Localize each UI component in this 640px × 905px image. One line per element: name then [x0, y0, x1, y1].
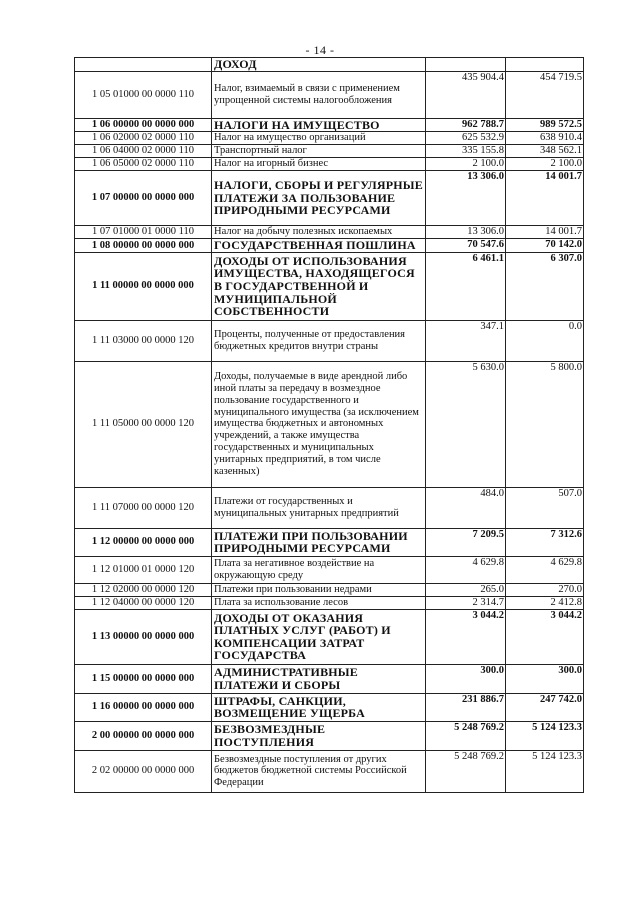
table-row	[75, 556, 584, 583]
item-name-cell: Плата за использование лесов	[212, 596, 426, 609]
item-name-cell: Проценты, полученные от предоставления бюджетных кредитов внутри страны	[212, 320, 426, 361]
budget-code-cell: 1 12 02000 00 0000 120	[75, 583, 212, 596]
item-name-cell: Налог на имущество организаций	[212, 132, 426, 145]
value-year2-cell: 454 719.5	[506, 71, 584, 118]
value-year2-cell: 0.0	[506, 320, 584, 361]
table-row	[75, 487, 584, 528]
value-year2-cell: 70 142.0	[506, 239, 584, 253]
revenue-table	[74, 57, 584, 793]
value-year1-cell: 335 155.8	[426, 145, 506, 158]
table-row	[75, 252, 584, 320]
value-year2-cell: 2 100.0	[506, 158, 584, 171]
budget-code-cell: 1 12 04000 00 0000 120	[75, 596, 212, 609]
item-name-cell: ДОХОД	[212, 58, 426, 72]
value-year1-cell	[426, 58, 506, 72]
item-name-cell: Налог на добычу полезных ископаемых	[212, 226, 426, 239]
table-row	[75, 118, 584, 132]
item-name-cell: Плата за негативное воздействие на окружающую среду	[212, 556, 426, 583]
table-row	[75, 145, 584, 158]
budget-code-cell: 1 07 01000 01 0000 110	[75, 226, 212, 239]
value-year1-cell: 4 629.8	[426, 556, 506, 583]
value-year2-cell: 4 629.8	[506, 556, 584, 583]
table-row	[75, 609, 584, 664]
table-row	[75, 583, 584, 596]
value-year2-cell: 348 562.1	[506, 145, 584, 158]
budget-code-cell: 1 05 01000 00 0000 110	[75, 71, 212, 118]
item-name-cell: ДОХОДЫ ОТ ОКАЗАНИЯ ПЛАТНЫХ УСЛУГ (РАБОТ) И КОМПЕНСАЦИИ ЗАТРАТ ГОСУДАРСТВА	[212, 609, 426, 664]
table-row	[75, 71, 584, 118]
budget-code-cell: 1 06 05000 02 0000 110	[75, 158, 212, 171]
value-year1-cell: 6 461.1	[426, 252, 506, 320]
table-row	[75, 58, 584, 72]
item-name-cell: НАЛОГИ, СБОРЫ И РЕГУЛЯРНЫЕ ПЛАТЕЖИ ЗА ПОЛЬЗОВАНИЕ ПРИРОДНЫМИ РЕСУРСАМИ	[212, 171, 426, 226]
budget-code-cell: 1 06 00000 00 0000 000	[75, 118, 212, 132]
value-year2-cell: 14 001.7	[506, 171, 584, 226]
table-row	[75, 320, 584, 361]
budget-code-cell: 2 02 00000 00 0000 000	[75, 750, 212, 792]
budget-code-cell: 1 08 00000 00 0000 000	[75, 239, 212, 253]
value-year1-cell: 13 306.0	[426, 171, 506, 226]
budget-code-cell: 1 15 00000 00 0000 000	[75, 664, 212, 693]
budget-code-cell: 1 12 00000 00 0000 000	[75, 528, 212, 556]
value-year1-cell: 2 314.7	[426, 596, 506, 609]
budget-code-cell: 1 07 00000 00 0000 000	[75, 171, 212, 226]
value-year1-cell: 625 532.9	[426, 132, 506, 145]
value-year2-cell: 247 742.0	[506, 693, 584, 721]
value-year1-cell: 2 100.0	[426, 158, 506, 171]
item-name-cell: Безвозмездные поступления от других бюджетов бюджетной системы Российской Федерации	[212, 750, 426, 792]
table-row	[75, 226, 584, 239]
value-year1-cell: 300.0	[426, 664, 506, 693]
table-row	[75, 132, 584, 145]
item-name-cell: Налог, взимаемый в связи с применением упрощенной системы налогообложения	[212, 71, 426, 118]
table-row	[75, 721, 584, 750]
value-year2-cell: 3 044.2	[506, 609, 584, 664]
value-year1-cell: 5 630.0	[426, 361, 506, 487]
budget-code-cell: 2 00 00000 00 0000 000	[75, 721, 212, 750]
value-year2-cell: 6 307.0	[506, 252, 584, 320]
value-year1-cell: 5 248 769.2	[426, 721, 506, 750]
value-year2-cell: 5 800.0	[506, 361, 584, 487]
item-name-cell: НАЛОГИ НА ИМУЩЕСТВО	[212, 118, 426, 132]
value-year1-cell: 347.1	[426, 320, 506, 361]
item-name-cell: Доходы, получаемые в виде арендной либо иной платы за передачу в возмездное пользование государственного и муниципального имущества (за исключением имущества бюджетных и автономных учреждений, а также имущества государственных и муниципальных унитарных предприятий, в том числе казенных)	[212, 361, 426, 487]
value-year2-cell: 989 572.5	[506, 118, 584, 132]
item-name-cell: Транспортный налог	[212, 145, 426, 158]
table-row	[75, 361, 584, 487]
value-year1-cell: 5 248 769.2	[426, 750, 506, 792]
value-year2-cell: 2 412.8	[506, 596, 584, 609]
budget-code-cell	[75, 58, 212, 72]
budget-code-cell: 1 06 04000 02 0000 110	[75, 145, 212, 158]
value-year2-cell: 507.0	[506, 487, 584, 528]
value-year1-cell: 7 209.5	[426, 528, 506, 556]
item-name-cell: ШТРАФЫ, САНКЦИИ, ВОЗМЕЩЕНИЕ УЩЕРБА	[212, 693, 426, 721]
item-name-cell: Платежи от государственных и муниципальных унитарных предприятий	[212, 487, 426, 528]
value-year1-cell: 70 547.6	[426, 239, 506, 253]
value-year1-cell: 265.0	[426, 583, 506, 596]
budget-code-cell: 1 16 00000 00 0000 000	[75, 693, 212, 721]
item-name-cell: Налог на игорный бизнес	[212, 158, 426, 171]
table-row	[75, 693, 584, 721]
value-year1-cell: 13 306.0	[426, 226, 506, 239]
budget-code-cell: 1 11 05000 00 0000 120	[75, 361, 212, 487]
item-name-cell: ГОСУДАРСТВЕННАЯ ПОШЛИНА	[212, 239, 426, 253]
value-year2-cell	[506, 58, 584, 72]
value-year1-cell: 231 886.7	[426, 693, 506, 721]
page-number: - 14 -	[305, 43, 335, 57]
table-row	[75, 528, 584, 556]
item-name-cell: АДМИНИСТРАТИВНЫЕ ПЛАТЕЖИ И СБОРЫ	[212, 664, 426, 693]
budget-code-cell: 1 06 02000 02 0000 110	[75, 132, 212, 145]
table-row	[75, 158, 584, 171]
table-row	[75, 664, 584, 693]
table-row	[75, 596, 584, 609]
budget-code-cell: 1 11 07000 00 0000 120	[75, 487, 212, 528]
item-name-cell: БЕЗВОЗМЕЗДНЫЕ ПОСТУПЛЕНИЯ	[212, 721, 426, 750]
item-name-cell: Платежи при пользовании недрами	[212, 583, 426, 596]
value-year1-cell: 484.0	[426, 487, 506, 528]
budget-code-cell: 1 12 01000 01 0000 120	[75, 556, 212, 583]
table-row	[75, 171, 584, 226]
value-year1-cell: 3 044.2	[426, 609, 506, 664]
budget-code-cell: 1 13 00000 00 0000 000	[75, 609, 212, 664]
value-year2-cell: 7 312.6	[506, 528, 584, 556]
budget-code-cell: 1 11 00000 00 0000 000	[75, 252, 212, 320]
value-year2-cell: 300.0	[506, 664, 584, 693]
item-name-cell: ПЛАТЕЖИ ПРИ ПОЛЬЗОВАНИИ ПРИРОДНЫМИ РЕСУРСАМИ	[212, 528, 426, 556]
value-year2-cell: 5 124 123.3	[506, 721, 584, 750]
item-name-cell: ДОХОДЫ ОТ ИСПОЛЬЗОВАНИЯ ИМУЩЕСТВА, НАХОДЯЩЕГОСЯ В ГОСУДАРСТВЕННОЙ И МУНИЦИПАЛЬНОЙ СОБСТВЕННОСТИ	[212, 252, 426, 320]
value-year2-cell: 270.0	[506, 583, 584, 596]
value-year2-cell: 5 124 123.3	[506, 750, 584, 792]
value-year1-cell: 435 904.4	[426, 71, 506, 118]
table-row	[75, 239, 584, 253]
value-year2-cell: 638 910.4	[506, 132, 584, 145]
value-year2-cell: 14 001.7	[506, 226, 584, 239]
budget-code-cell: 1 11 03000 00 0000 120	[75, 320, 212, 361]
revenue-table-body	[75, 58, 584, 793]
table-row	[75, 750, 584, 792]
value-year1-cell: 962 788.7	[426, 118, 506, 132]
